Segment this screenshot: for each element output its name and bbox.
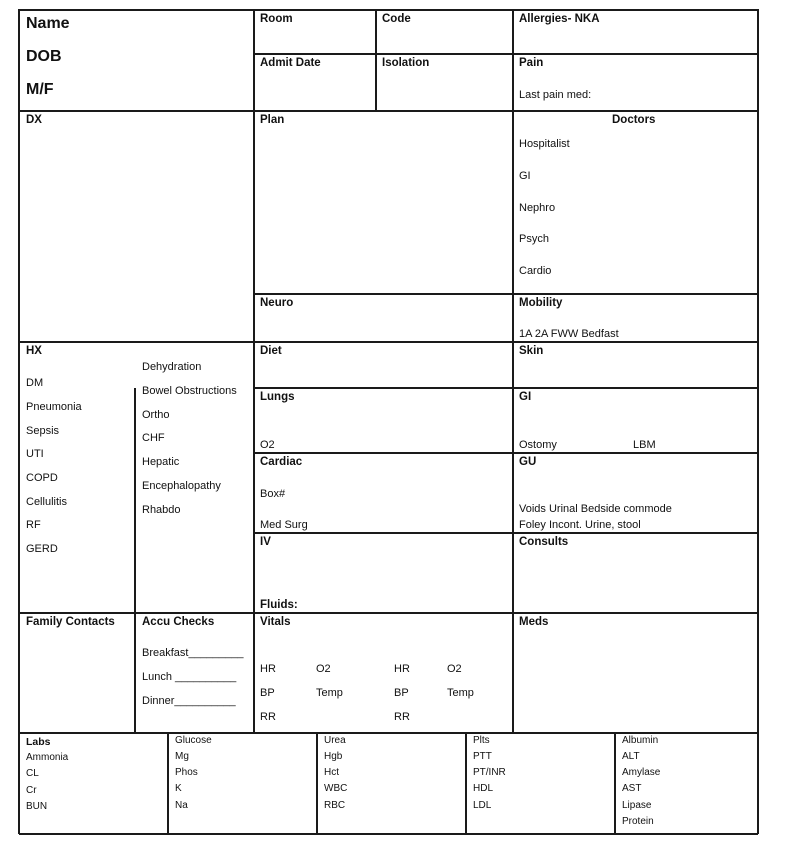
doctor-item: Psych [519, 233, 549, 245]
gu-line1: Voids Urinal Bedside commode [519, 503, 672, 515]
lab-item: LDL [473, 800, 492, 811]
vitals-bp: BP [394, 687, 409, 699]
consults-label: Consults [519, 536, 569, 548]
grid-line [614, 732, 616, 833]
hx-item: Pneumonia [26, 401, 82, 413]
lab-item: Albumin [622, 735, 659, 746]
lab-item: BUN [26, 801, 48, 812]
lab-item: CL [26, 768, 39, 779]
vitals-temp: Temp [447, 687, 474, 699]
grid-line [18, 9, 20, 834]
vitals-rr: RR [394, 711, 410, 723]
skin-label: Skin [519, 345, 544, 357]
allergies-label: Allergies- NKA [519, 13, 600, 25]
vitals-o2: O2 [447, 663, 462, 675]
iv-fluids: Fluids: [260, 599, 298, 611]
lungs-label: Lungs [260, 391, 295, 403]
grid-line [375, 9, 377, 111]
dob-label: DOB [26, 48, 62, 65]
cardiac-med-surg: Med Surg [260, 519, 308, 531]
grid-line [512, 9, 514, 733]
diet-label: Diet [260, 345, 282, 357]
grid-line [465, 732, 467, 833]
hx-item: Dehydration [142, 361, 202, 373]
lab-item: Urea [324, 735, 346, 746]
doctor-item: Nephro [519, 202, 556, 214]
doctor-item: Hospitalist [519, 138, 570, 150]
lab-item: ALT [622, 751, 640, 762]
hx-item: Rhabdo [142, 504, 181, 516]
lab-item: WBC [324, 783, 348, 794]
vitals-label: Vitals [260, 616, 291, 628]
grid-line [19, 9, 758, 11]
grid-line [253, 9, 255, 733]
hx-item: Sepsis [26, 425, 60, 437]
hx-item: Cellulitis [26, 496, 67, 508]
grid-line [316, 732, 318, 833]
vitals-temp: Temp [316, 687, 343, 699]
lab-item: Hct [324, 767, 339, 778]
code-label: Code [382, 13, 411, 25]
lab-item: HDL [473, 783, 494, 794]
lab-item: Glucose [175, 735, 212, 746]
lab-item: Mg [175, 751, 189, 762]
pain-label: Pain [519, 57, 544, 69]
sex-label: M/F [26, 81, 54, 98]
grid-line [19, 612, 758, 614]
admit-date-label: Admit Date [260, 57, 321, 69]
plan-label: Plan [260, 114, 285, 126]
last-pain-med-label: Last pain med: [519, 89, 592, 101]
lab-item: PTT [473, 751, 492, 762]
grid-line [19, 732, 758, 734]
lab-item: Plts [473, 735, 490, 746]
grid-line [19, 341, 758, 343]
hx-item: Hepatic [142, 456, 180, 468]
grid-line [253, 532, 758, 534]
grid-line [253, 452, 758, 454]
hx-item: Encephalopathy [142, 480, 221, 492]
lungs-o2: O2 [260, 439, 275, 451]
lab-item: Protein [622, 816, 654, 827]
hx-item: DM [26, 377, 44, 389]
gi-label: GI [519, 391, 532, 403]
grid-line [253, 293, 758, 295]
grid-line [19, 833, 758, 835]
lab-item: Cr [26, 785, 37, 796]
accu-checks-label: Accu Checks [142, 616, 215, 628]
dx-label: DX [26, 114, 42, 126]
lab-item: Ammonia [26, 752, 69, 763]
grid-line [253, 387, 758, 389]
lab-item: Lipase [622, 800, 652, 811]
hx-item: COPD [26, 472, 58, 484]
accu-dinner: Dinner__________ [142, 695, 236, 707]
mobility-label: Mobility [519, 297, 563, 309]
iv-label: IV [260, 536, 271, 548]
gu-line2: Foley Incont. Urine, stool [519, 519, 641, 531]
grid-line [757, 9, 759, 834]
hx-item: UTI [26, 448, 44, 460]
hx-item: Ortho [142, 409, 170, 421]
vitals-bp: BP [260, 687, 275, 699]
neuro-label: Neuro [260, 297, 294, 309]
vitals-rr: RR [260, 711, 276, 723]
room-label: Room [260, 13, 293, 25]
accu-breakfast: Breakfast_________ [142, 647, 244, 659]
gu-label: GU [519, 456, 537, 468]
hx-item: Bowel Obstructions [142, 385, 237, 397]
gi-lbm: LBM [633, 439, 656, 451]
doctor-item: Cardio [519, 265, 552, 277]
lab-item: AST [622, 783, 642, 794]
lab-item: Amylase [622, 767, 661, 778]
family-contacts-label: Family Contacts [26, 616, 115, 628]
lab-item: Na [175, 800, 188, 811]
lab-item: PT/INR [473, 767, 506, 778]
hx-item: RF [26, 519, 41, 531]
vitals-o2: O2 [316, 663, 331, 675]
grid-line [253, 53, 758, 55]
cardiac-box: Box# [260, 488, 286, 500]
vitals-hr: HR [394, 663, 410, 675]
labs-label: Labs [26, 736, 51, 748]
lab-item: Hgb [324, 751, 343, 762]
doctors-label: Doctors [612, 114, 656, 126]
grid-line [19, 110, 758, 112]
gi-ostomy: Ostomy [519, 439, 557, 451]
grid-line [167, 732, 169, 833]
hx-item: CHF [142, 432, 165, 444]
meds-label: Meds [519, 616, 549, 628]
cardiac-label: Cardiac [260, 456, 303, 468]
isolation-label: Isolation [382, 57, 430, 69]
mobility-options: 1A 2A FWW Bedfast [519, 328, 619, 340]
vitals-hr: HR [260, 663, 276, 675]
hx-label: HX [26, 345, 42, 357]
accu-lunch: Lunch __________ [142, 671, 237, 683]
lab-item: RBC [324, 800, 346, 811]
doctor-item: GI [519, 170, 531, 182]
name-label: Name [26, 15, 70, 32]
lab-item: K [175, 783, 182, 794]
grid-line [134, 388, 136, 612]
lab-item: Phos [175, 767, 198, 778]
grid-line [134, 612, 136, 733]
hx-item: GERD [26, 543, 58, 555]
